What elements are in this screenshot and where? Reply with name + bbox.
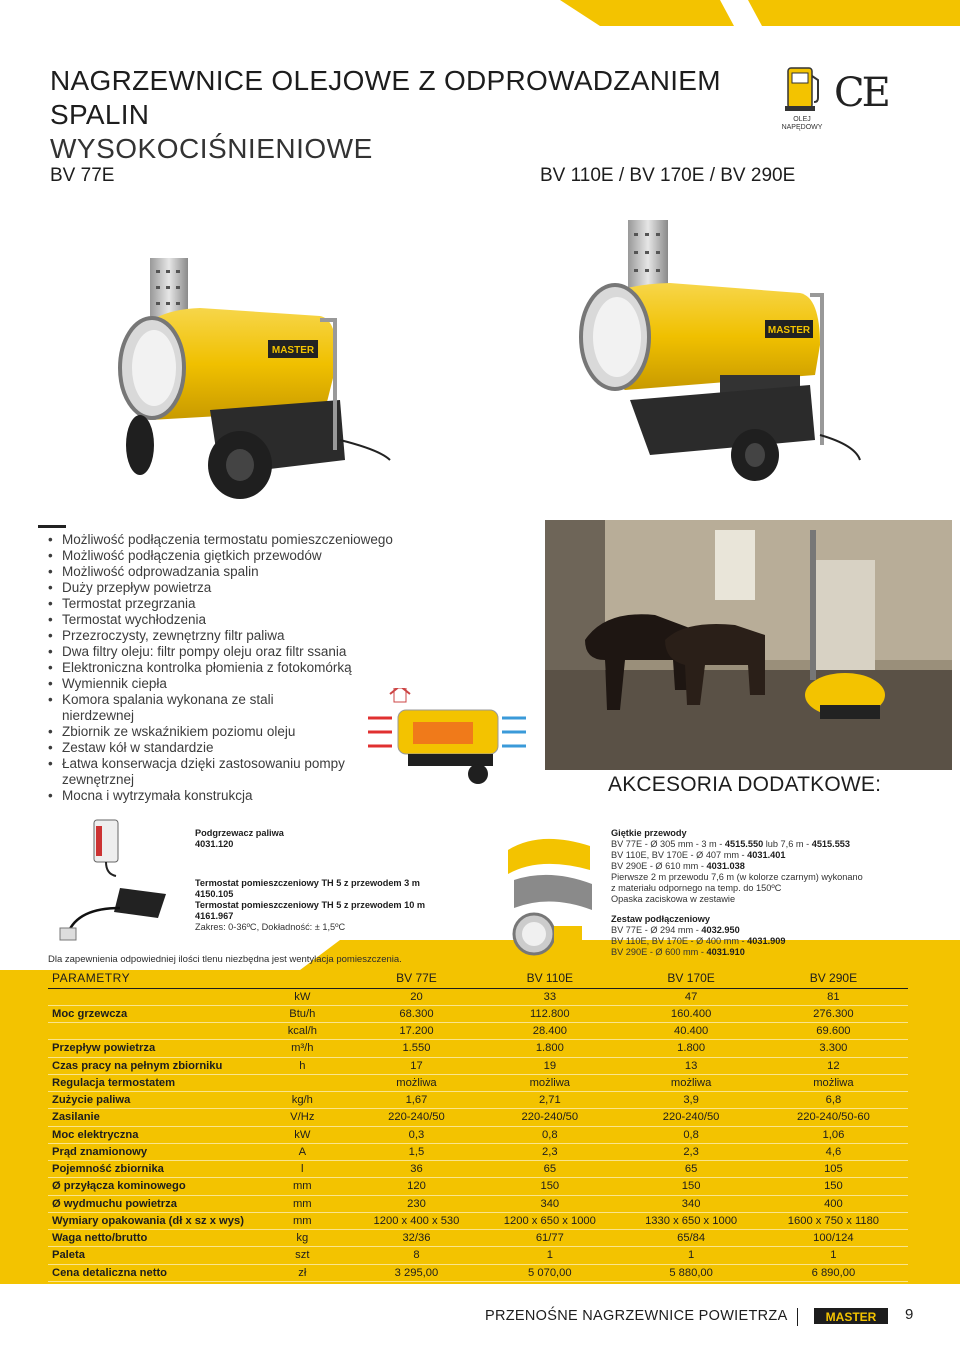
title-line-1: NAGRZEWNICE OLEJOWE Z ODPROWADZANIEM: [50, 65, 721, 96]
ventilation-note: Dla zapewnienia odpowiedniej ilości tlenu niezbędna jest wentylacja pomieszczenia.: [48, 954, 402, 965]
table-cell: 112.800: [476, 1005, 623, 1022]
row-unit: kW: [248, 1126, 357, 1143]
ce-mark: CE: [834, 70, 888, 116]
room-thermostat-image: [58, 878, 170, 946]
feature-item: • Komora spalania wykonana ze stali nierdzewnej: [48, 692, 288, 724]
row-unit: [248, 1074, 357, 1091]
table-cell: 81: [759, 988, 908, 1005]
thermostat-3m-title: Termostat pomieszczeniowy TH 5 z przewodem 3 m: [195, 878, 420, 888]
diesel-fuel-badge: [776, 62, 826, 132]
master-logo: [814, 1306, 890, 1326]
row-label: Zużycie paliwa: [48, 1092, 248, 1109]
table-cell: 4,6: [759, 1143, 908, 1160]
table-row: [48, 1005, 908, 1022]
table-row: [48, 1143, 908, 1160]
table-cell: 220-240/50: [357, 1109, 477, 1126]
table-cell: 2,3: [476, 1143, 623, 1160]
table-cell: 100/124: [759, 1230, 908, 1247]
top-yellow-band: [560, 0, 960, 26]
table-cell: 230: [357, 1195, 477, 1212]
table-cell: 33: [476, 988, 623, 1005]
table-cell: 65: [476, 1161, 623, 1178]
fuel-badge-line-2: NAPĘDOWY: [781, 124, 823, 131]
table-cell: 1200 x 400 x 530: [357, 1212, 477, 1229]
feature-item: • Zestaw kół w standardzie: [48, 740, 448, 756]
model-label-right: BV 110E / BV 170E / BV 290E: [540, 165, 796, 186]
col-header: BV 77E: [357, 968, 477, 988]
table-cell: 220-240/50: [623, 1109, 758, 1126]
table-cell: 3 295,00: [357, 1264, 477, 1281]
table-cell: 150: [476, 1178, 623, 1195]
table-cell: 6 890,00: [759, 1264, 908, 1281]
table-cell: 1.550: [357, 1040, 477, 1057]
section-tick: [38, 525, 66, 528]
table-cell: 3,9: [623, 1092, 758, 1109]
thermostat-range: Zakres: 0-36ºC, Dokładność: ± 1,5ºC: [195, 922, 346, 932]
row-label: Cena detaliczna netto: [48, 1264, 248, 1281]
table-row: [48, 988, 908, 1005]
table-cell: 1: [476, 1247, 623, 1264]
row-unit: Btu/h: [248, 1005, 357, 1022]
table-cell: 19: [476, 1057, 623, 1074]
row-unit: kg: [248, 1230, 357, 1247]
parameters-table: [48, 968, 908, 1282]
table-cell: 5 880,00: [623, 1264, 758, 1281]
hoses-title: Giętkie przewody: [611, 828, 687, 838]
feature-item: • Przezroczysty, zewnętrzny filtr paliwa: [48, 628, 448, 644]
feature-item: • Termostat przegrzania: [48, 596, 448, 612]
table-row: [48, 1212, 908, 1229]
row-unit: szt: [248, 1247, 357, 1264]
table-cell: 1.800: [476, 1040, 623, 1057]
table-cell: 17.200: [357, 1023, 477, 1040]
row-label: Moc grzewcza: [48, 1005, 248, 1022]
connect-line-1: BV 77E - Ø 294 mm - 4032.950: [611, 925, 740, 935]
table-cell: 6,8: [759, 1092, 908, 1109]
hoses-note-2: z materiału odpornego na temp. do 150ºC: [611, 883, 782, 893]
page-number: 9: [905, 1306, 914, 1323]
feature-item: • Dwa filtry oleju: filtr pompy oleju oraz filtr ssania: [48, 644, 448, 660]
row-label: Ø wydmuchu powietrza: [48, 1195, 248, 1212]
preheater-code: 4031.120: [195, 839, 234, 849]
feature-item: • Możliwość podłączenia termostatu pomieszczeniowego: [48, 532, 448, 548]
row-unit: mm: [248, 1212, 357, 1229]
row-label: Prąd znamionowy: [48, 1143, 248, 1160]
row-unit: kW: [248, 988, 357, 1005]
connect-line-2: BV 110E, BV 170E - Ø 400 mm - 4031.909: [611, 936, 786, 946]
row-label: Przepływ powietrza: [48, 1040, 248, 1057]
table-row: [48, 1230, 908, 1247]
thermostat-3m-code: 4150.105: [195, 889, 234, 899]
svg-text:MASTER: MASTER: [767, 325, 811, 336]
feature-item: • Łatwa konserwacja dzięki zastosowaniu pompy zewnętrznej: [48, 756, 368, 788]
row-label: Pojemność zbiornika: [48, 1161, 248, 1178]
table-row: [48, 1092, 908, 1109]
table-cell: 220-240/50-60: [759, 1109, 908, 1126]
table-cell: 120: [357, 1178, 477, 1195]
table-row: [48, 1040, 908, 1057]
col-header: BV 290E: [759, 968, 908, 988]
row-label: Ø przyłącza kominowego: [48, 1178, 248, 1195]
table-cell: 69.600: [759, 1023, 908, 1040]
table-cell: możliwa: [759, 1074, 908, 1091]
table-cell: 17: [357, 1057, 477, 1074]
table-row: [48, 1109, 908, 1126]
connection-kit-text: [611, 914, 786, 958]
svg-text:MASTER: MASTER: [271, 345, 315, 356]
table-cell: 1200 x 650 x 1000: [476, 1212, 623, 1229]
hoses-line-3: BV 290E - Ø 610 mm - 4031.038: [611, 861, 745, 871]
table-cell: 150: [623, 1178, 758, 1195]
table-cell: 5 070,00: [476, 1264, 623, 1281]
table-row: [48, 1247, 908, 1264]
fuel-preheater-image: [86, 818, 126, 878]
row-label: Waga netto/brutto: [48, 1230, 248, 1247]
table-cell: możliwa: [476, 1074, 623, 1091]
table-cell: 1330 x 650 x 1000: [623, 1212, 758, 1229]
col-header: BV 110E: [476, 968, 623, 988]
table-cell: 1600 x 750 x 1180: [759, 1212, 908, 1229]
table-cell: 340: [623, 1195, 758, 1212]
table-cell: możliwa: [357, 1074, 477, 1091]
col-header: PARAMETRY: [48, 968, 248, 988]
table-cell: 2,3: [623, 1143, 758, 1160]
table-cell: 40.400: [623, 1023, 758, 1040]
table-cell: 47: [623, 988, 758, 1005]
row-label: Moc elektryczna: [48, 1126, 248, 1143]
row-unit: A: [248, 1143, 357, 1160]
table-row: [48, 1057, 908, 1074]
footer-text: PRZENOŚNE NAGRZEWNICE POWIETRZA: [485, 1308, 788, 1324]
table-cell: 1,67: [357, 1092, 477, 1109]
col-header: [248, 968, 357, 988]
accessories-heading: AKCESORIA DODATKOWE:: [608, 773, 882, 796]
title-line-3: WYSOKOCIŚNIENIOWE: [50, 133, 373, 164]
table-cell: 0,8: [476, 1126, 623, 1143]
feature-item: • Duży przepływ powietrza: [48, 580, 448, 596]
title-line-2: SPALIN: [50, 99, 150, 130]
row-label: Zasilanie: [48, 1109, 248, 1126]
hoses-text: [611, 828, 863, 905]
row-unit: mm: [248, 1178, 357, 1195]
table-cell: 12: [759, 1057, 908, 1074]
table-cell: 340: [476, 1195, 623, 1212]
table-cell: 1: [759, 1247, 908, 1264]
table-row: [48, 1178, 908, 1195]
hoses-note-3: Opaska zaciskowa w zestawie: [611, 894, 736, 904]
preheater-text: [195, 828, 284, 850]
table-cell: 220-240/50: [476, 1109, 623, 1126]
row-label: Regulacja termostatem: [48, 1074, 248, 1091]
fuel-badge-line-1: OLEJ: [793, 116, 811, 123]
col-header: BV 170E: [623, 968, 758, 988]
connect-title: Zestaw podłączeniowy: [611, 914, 711, 924]
table-cell: 28.400: [476, 1023, 623, 1040]
feature-item: • Termostat wychłodzenia: [48, 612, 448, 628]
feature-item: • Możliwość podłączenia giętkich przewodów: [48, 548, 448, 564]
table-row: [48, 1126, 908, 1143]
row-unit: kg/h: [248, 1092, 357, 1109]
heater-bv77e-image: [90, 250, 420, 505]
row-unit: h: [248, 1057, 357, 1074]
table-cell: 150: [759, 1178, 908, 1195]
table-cell: 65/84: [623, 1230, 758, 1247]
row-label: Paleta: [48, 1247, 248, 1264]
flexible-hoses-image: [500, 830, 600, 958]
table-cell: 13: [623, 1057, 758, 1074]
table-cell: możliwa: [623, 1074, 758, 1091]
row-unit: zł: [248, 1264, 357, 1281]
table-cell: 1: [623, 1247, 758, 1264]
table-cell: 68.300: [357, 1005, 477, 1022]
table-row: [48, 1023, 908, 1040]
row-unit: l: [248, 1161, 357, 1178]
model-label-left: BV 77E: [50, 165, 115, 186]
row-label: [48, 988, 248, 1005]
table-cell: 1.800: [623, 1040, 758, 1057]
row-label: [48, 1023, 248, 1040]
table-cell: 36: [357, 1161, 477, 1178]
fuel-pump-icon: [776, 62, 826, 114]
table-cell: 1,06: [759, 1126, 908, 1143]
heater-bv290e-image: [570, 215, 870, 495]
table-cell: 3.300: [759, 1040, 908, 1057]
table-cell: 105: [759, 1161, 908, 1178]
hoses-note-1: Pierwsze 2 m przewodu 7,6 m (w kolorze czarnym) wykonano: [611, 872, 863, 882]
row-unit: m³/h: [248, 1040, 357, 1057]
thermostat-10m-code: 4161.967: [195, 911, 234, 921]
row-unit: mm: [248, 1195, 357, 1212]
footer-divider: [797, 1308, 798, 1326]
thermostat-10m-title: Termostat pomieszczeniowy TH 5 z przewodem 10 m: [195, 900, 426, 910]
table-cell: 400: [759, 1195, 908, 1212]
feature-item: • Mocna i wytrzymała konstrukcja: [48, 788, 448, 804]
airflow-diagram: [368, 688, 530, 800]
table-cell: 20: [357, 988, 477, 1005]
table-cell: 2,71: [476, 1092, 623, 1109]
table-header-row: [48, 968, 908, 988]
thermostat-text: [195, 878, 425, 933]
row-unit: kcal/h: [248, 1023, 357, 1040]
table-cell: 276.300: [759, 1005, 908, 1022]
feature-item: • Możliwość odprowadzania spalin: [48, 564, 448, 580]
row-label: Wymiary opakowania (dł x sz x wys): [48, 1212, 248, 1229]
table-row: [48, 1074, 908, 1091]
hoses-line-2: BV 110E, BV 170E - Ø 407 mm - 4031.401: [611, 850, 786, 860]
table-cell: 8: [357, 1247, 477, 1264]
table-cell: 65: [623, 1161, 758, 1178]
table-cell: 0,3: [357, 1126, 477, 1143]
hoses-line-1: BV 77E - Ø 305 mm - 3 m - 4515.550 lub 7,6 m - 4515.553: [611, 839, 851, 849]
table-cell: 1,5: [357, 1143, 477, 1160]
table-row: [48, 1264, 908, 1281]
stable-usage-photo: [545, 520, 952, 770]
feature-item: • Elektroniczna kontrolka płomienia z fotokomórką: [48, 660, 448, 676]
preheater-title: Podgrzewacz paliwa: [195, 828, 284, 838]
table-row: [48, 1195, 908, 1212]
connect-line-3: BV 290E - Ø 600 mm - 4031.910: [611, 947, 745, 957]
master-logo-text: MASTER: [825, 1310, 877, 1324]
row-unit: V/Hz: [248, 1109, 357, 1126]
table-cell: 61/77: [476, 1230, 623, 1247]
table-row: [48, 1161, 908, 1178]
table-cell: 160.400: [623, 1005, 758, 1022]
feature-item: • Zbiornik ze wskaźnikiem poziomu oleju: [48, 724, 448, 740]
table-cell: 32/36: [357, 1230, 477, 1247]
page-title: [50, 64, 730, 166]
table-cell: 0,8: [623, 1126, 758, 1143]
feature-item: • Wymiennik ciepła: [48, 676, 448, 692]
row-label: Czas pracy na pełnym zbiorniku: [48, 1057, 248, 1074]
